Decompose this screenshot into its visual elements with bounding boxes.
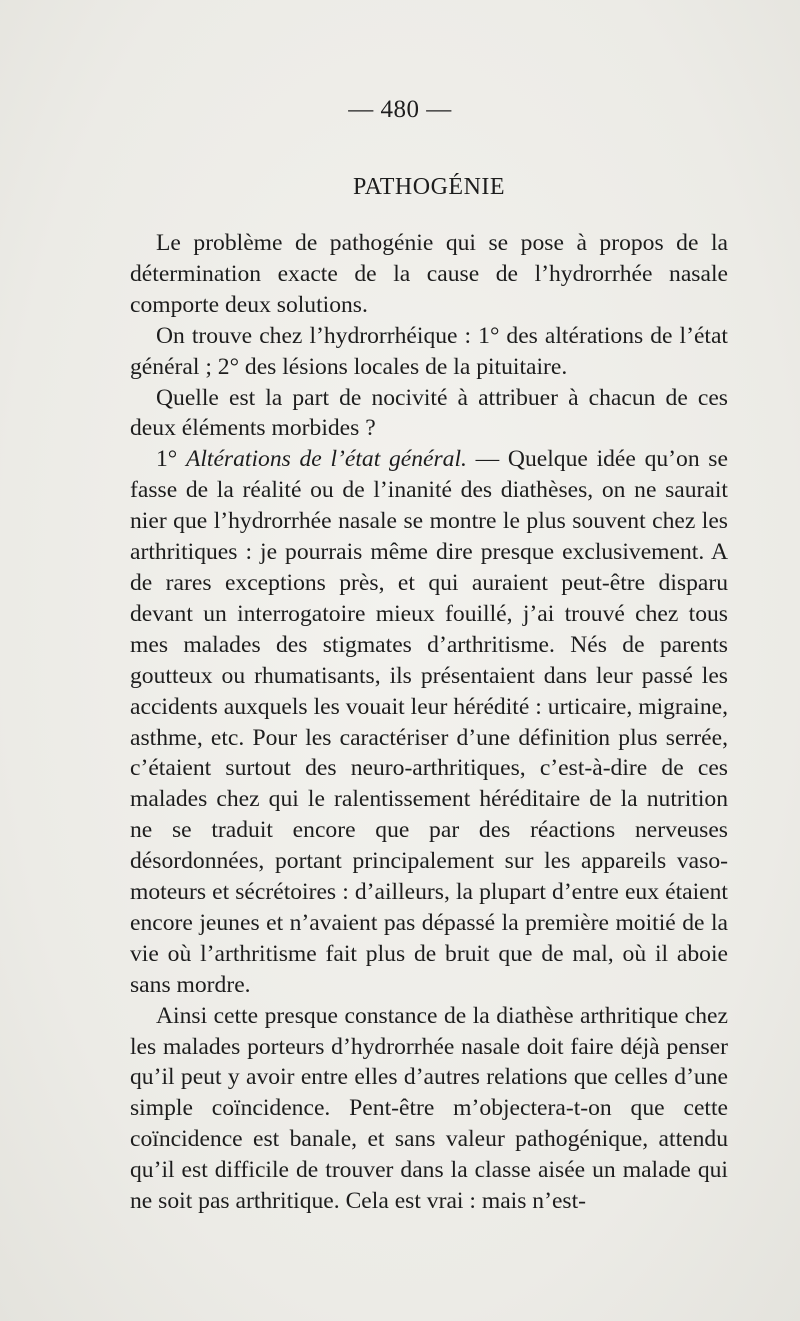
paragraph-text: Quelle est la part de nocivité à attribuer à chacun de ces deux éléments morbides ? xyxy=(130,384,728,442)
page-number: — 480 — xyxy=(348,96,452,123)
paragraph xyxy=(130,1001,728,1217)
paragraph-text: Le problème de pathogénie qui se pose à propos de la détermination exacte de la cause de l’hydrorrhée nasale comporte deux solutions. xyxy=(130,230,728,318)
paragraph-lead: 1° xyxy=(156,446,178,473)
paragraph xyxy=(130,228,728,321)
paragraph xyxy=(130,321,728,383)
body-text xyxy=(130,228,728,1217)
paragraph xyxy=(130,383,728,445)
section-heading: PATHOGÉNIE xyxy=(352,174,506,200)
paragraph-text: Ainsi cette presque constance de la diathèse arthritique chez les malades porteurs d’hydrorrhée nasale doit faire déjà penser qu’il peut y avoir entre elles d’autres relations que celles d’une simple coïncidence. Pent-être m’objectera-t-on que cette coïncidence est banale, et sans valeur pathogénique, attendu qu’il est difficile de trouver dans la classe aisée un malade qui ne soit pas arthritique. Cela est vrai : mais n’est- xyxy=(130,1002,728,1215)
paragraph-text: On trouve chez l’hydrorrhéique : 1° des altérations de l’état général ; 2° des lésions locales de la pituitaire. xyxy=(130,322,728,380)
paragraph-text: — Quelque idée qu’on se fasse de la réalité ou de l’inanité des diathèses, on ne saurait nier que l’hydrorrhée nasale se montre le plus souvent chez les arthritiques : je pourrais même dire presque exclusivement. A de rares exceptions près, et qui auraient peut-être disparu devant un interrogatoire mieux fouillé, j’ai trouvé chez tous mes malades des stigmates d’arthritisme. Nés de parents goutteux ou rhumatisants, ils présentaient dans leur passé les accidents auxquels les vouait leur hérédité : urticaire, migraine, asthme, etc. Pour les caractériser d’une définition plus serrée, c’étaient surtout des neuro-arthritiques, c’est-à-dire de ces malades chez qui le ralentissement héréditaire de la nutrition ne se traduit encore que par des réactions nerveuses désordonnées, portant principalement sur les appareils vaso-moteurs et sécrétoires : d’ailleurs, la plupart d’entre eux étaient encore jeunes et n’avaient pas dépassé la première moitié de la vie où l’arthritisme fait plus de bruit que de mal, où il aboie sans mordre. xyxy=(130,446,728,998)
paragraph xyxy=(130,444,728,1000)
subsection-title: Altérations de l’état général. xyxy=(185,446,467,473)
